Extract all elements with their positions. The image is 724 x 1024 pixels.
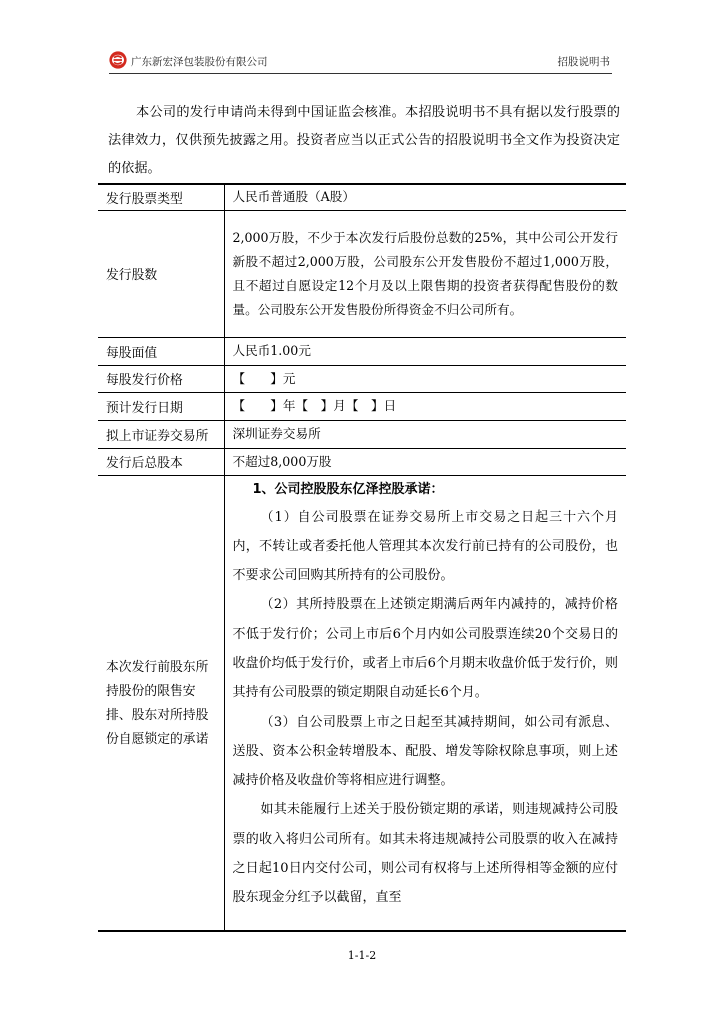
table-row <box>98 337 626 365</box>
row-value: 【 】元 <box>224 365 626 392</box>
company-logo-icon <box>109 51 127 69</box>
disclaimer-notice <box>108 99 620 183</box>
row-value: 深圳证券交易所 <box>224 420 626 448</box>
table-row <box>98 184 626 210</box>
page-number: 1-1-2 <box>347 949 377 962</box>
commitment-content <box>224 475 626 931</box>
row-value: 不超过8,000万股 <box>224 448 626 475</box>
commitment-paragraph: （3）自公司股票上市之日起至其减持期间，如公司有派息、送股、资本公积金转增股本、配股、增发等除权除息事项，则上述减持价格及收盘价等将相应进行调整。 <box>232 714 618 789</box>
commitment-paragraph: （1）自公司股票在证券交易所上市交易之日起三十六个月内，不转让或者委托他人管理其本次发行前已持有的公司股份，也不要求公司回购其所持有的公司股份。 <box>232 509 618 584</box>
row-value: 人民币1.00元 <box>224 337 626 365</box>
row-label: 发行后总股本 <box>98 448 224 475</box>
table-row <box>98 210 626 337</box>
row-label: 每股发行价格 <box>98 365 224 392</box>
notice-text: 本公司的发行申请尚未得到中国证监会核准。本招股说明书不具有据以发行股票的法律效力，仅供预先披露之用。投资者应当以正式公告的招股说明书全文作为投资决定的依据。 <box>108 105 620 176</box>
row-label: 发行股数 <box>98 210 224 337</box>
table-row <box>98 420 626 448</box>
document-type: 招股说明书 <box>557 56 610 68</box>
table-row <box>98 392 626 420</box>
row-value: 【 】年【 】月【 】日 <box>224 392 626 420</box>
row-label: 预计发行日期 <box>98 392 224 420</box>
row-label: 拟上市证券交易所 <box>98 420 224 448</box>
commitment-paragraph: 如其未能履行上述关于股份锁定期的承诺，则违规减持公司股票的收入将归公司所有。如其未将违规减持公司股票的收入在减持之日起10日内交付公司，则公司有权将与上述所得相等金额的应付股东现金分红予以截留，直至 <box>232 802 618 906</box>
table-row <box>98 475 626 931</box>
row-label: 每股面值 <box>98 337 224 365</box>
row-value: 人民币普通股（A股） <box>224 184 626 210</box>
commitment-title: 1、公司控股股东亿泽控股承诺： <box>252 481 444 497</box>
table-row <box>98 448 626 475</box>
company-name: 广东新宏泽包装股份有限公司 <box>131 56 268 68</box>
row-label: 本次发行前股东所持股份的限售安排、股东对所持股份自愿锁定的承诺 <box>98 475 224 931</box>
commitment-paragraph: （2）其所持股票在上述锁定期满后两年内减持的，减持价格不低于发行价；公司上市后6个月内如公司股票连续20个交易日的收盘价均低于发行价，或者上市后6个月期末收盘价低于发行价，则其持有公司股票的锁定期限自动延长6个月。 <box>232 597 618 701</box>
table-row <box>98 365 626 392</box>
row-value: 2,000万股，不少于本次发行后股份总数的25%，其中公司公开发行新股不超过2,000万股，公司股东公开发售股份不超过1,000万股，且不超过自愿设定12个月及以上限售期的投资者获得配售股份的数量。公司股东公开发售股份所得资金不归公司所有。 <box>224 210 626 337</box>
row-label: 发行股票类型 <box>98 184 224 210</box>
offering-info-table <box>98 183 626 932</box>
page-header <box>109 49 612 74</box>
